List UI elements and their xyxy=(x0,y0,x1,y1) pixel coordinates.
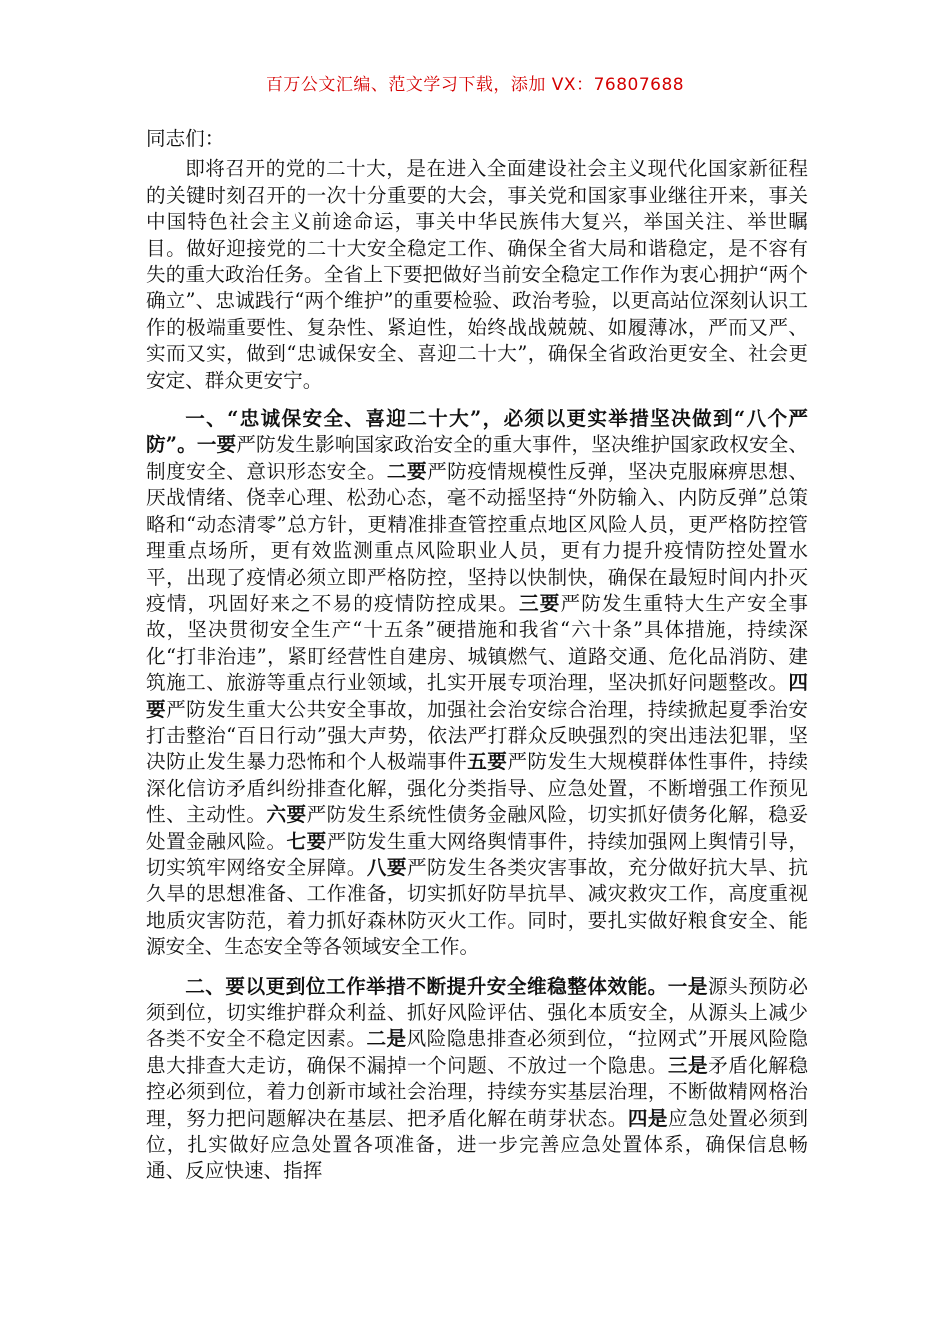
section-two-heading: 二、要以更到位工作举措不断提升安全维稳整体效能。 xyxy=(185,974,668,998)
salutation: 同志们： xyxy=(146,127,225,150)
item-keyword: 七要 xyxy=(286,829,327,853)
item-text: 严防疫情规模性反弹，坚决克服麻痹思想、厌战情绪、侥幸心理、松劲心态，毫不动摇坚持“外防输入、内防反弹”总策略和“动态清零”总方针，更精准排查管控重点地区风险人员，更严格防控管理重点场所，更有效监测重点风险职业人员，更有力提升疫情防控处置水平，出现了疫情必须立即严格防控，坚持以快制快，确保在最短时间内扑灭疫情，巩固好来之不易的疫情防控成果。 xyxy=(146,459,809,615)
item-keyword: 六要 xyxy=(266,803,307,827)
item-text: 应急处置必须到位，扎实做好应急处置各项准备，进一步完善应急处置体系，确保信息畅通、反应快速、指挥 xyxy=(146,1106,809,1183)
item-keyword: 一是 xyxy=(667,974,708,998)
item-keyword: 一要 xyxy=(196,433,237,457)
header-banner: 百万公文汇编、范文学习下载，添加 VX：76807688 xyxy=(265,75,685,95)
item-text: 严防发生系统性债务金融风险，切实抓好债务化解，稳妥处置金融风险。 xyxy=(146,803,809,853)
item-text: 严防发生大规模群体性事件，持续深化信访矛盾纠纷排查化解，强化分类指导、应急处置，不断增强工作预见性、主动性。 xyxy=(146,750,809,827)
item-text: 严防发生影响国家政治安全的重大事件，坚决维护国家政权安全、制度安全、意识形态安全。 xyxy=(146,433,808,483)
item-keyword: 三要 xyxy=(519,591,561,615)
item-keyword: 八要 xyxy=(366,855,407,879)
item-text: 严防发生重大公共安全事故，加强社会治安综合治理，持续掀起夏季治安打击整治“百日行动”强大声势，依法严打群众反映强烈的突出违法犯罪，坚决防止发生暴力恐怖和个人极端事件 xyxy=(146,697,809,774)
item-keyword: 四是 xyxy=(627,1106,668,1130)
section-two-paragraph xyxy=(146,974,808,1185)
item-text: 风险隐患排查必须到位，“拉网式”开展风险隐患大排查大走访，确保不漏掉一个问题、不放过一个隐患。 xyxy=(146,1027,808,1077)
intro-paragraph: 即将召开的党的二十大，是在进入全面建设社会主义现代化国家新征程的关键时刻召开的一次十分重要的大会，事关党和国家事业继往开来，事关中国特色社会主义前途命运，事关中华民族伟大复兴，举国关注、举世瞩目。做好迎接党的二十大安全稳定工作、确保全省大局和谐稳定，是不容有失的重大政治任务。全省上下要把做好当前安全稳定工作作为衷心拥护“两个确立”、忠诚践行“两个维护”的重要检验、政治考验，以更高站位深刻认识工作的极端重要性、复杂性、紧迫性，始终战战兢兢、如履薄冰，严而又严、实而又实，做到“忠诚保安全、喜迎二十大”，确保全省政治更安全、社会更安定、群众更安宁。 xyxy=(146,157,808,392)
item-text: 源头预防必须到位，切实维护群众利益、抓好风险评估、强化本质安全，从源头上减少各类不安全不稳定因素。 xyxy=(146,974,809,1051)
item-text: 矛盾化解稳控必须到位，着力创新市域社会治理，持续夯实基层治理，不断做精网格治理，努力把问题解决在基层、把矛盾化解在萌芽状态。 xyxy=(146,1053,809,1130)
item-keyword: 二是 xyxy=(366,1027,407,1051)
item-text: 严防发生重大网络舆情事件，持续加强网上舆情引导，切实筑牢网络安全屏障。 xyxy=(146,829,809,879)
item-keyword: 二要 xyxy=(386,459,428,483)
item-keyword: 四要 xyxy=(146,671,808,721)
document-body xyxy=(146,126,808,1185)
item-keyword: 三是 xyxy=(667,1053,709,1077)
section-one-paragraph xyxy=(146,406,808,961)
item-text: 严防发生各类灾害事故，充分做好抗大旱、抗久旱的思想准备、工作准备，切实抓好防旱抗旱、减灾救灾工作，高度重视地质灾害防范，着力抓好森林防灭火工作。同时，要扎实做好粮食安全、能源安全、生态安全等各领域安全工作。 xyxy=(146,855,809,959)
item-keyword: 五要 xyxy=(467,750,508,774)
section-one-heading: 一、“忠诚保安全、喜迎二十大”，必须以更实举措坚决做到“八个严防”。 xyxy=(146,407,808,457)
item-text: 严防发生重特大生产安全事故，坚决贯彻安全生产“十五条”硬措施和我省“六十条”具体措施，持续深化“打非治违”，紧盯经营性自建房、城镇燃气、道路交通、危化品消防、建筑施工、旅游等重点行业领域，扎实开展专项治理，坚决抓好问题整改。 xyxy=(146,591,809,695)
